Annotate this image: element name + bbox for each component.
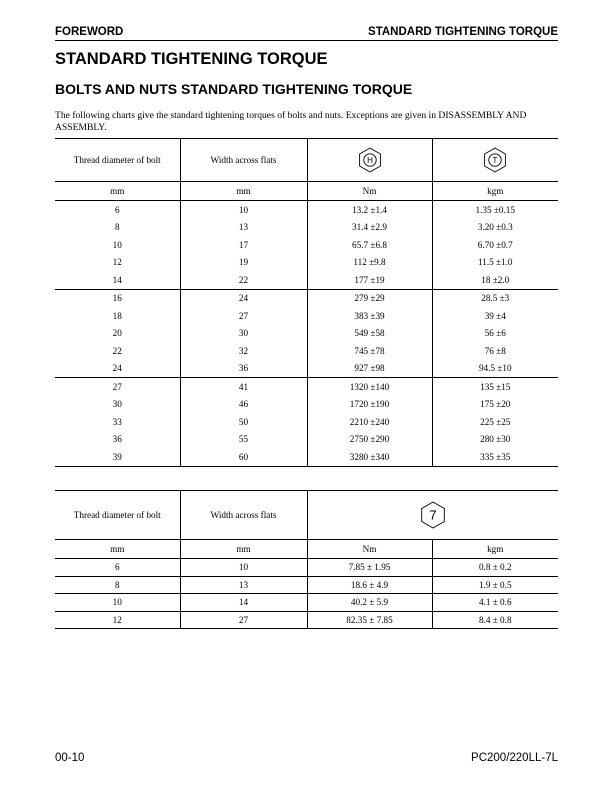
torque-table-1: [55, 138, 558, 467]
table-cell: 65.7 ±6.8: [307, 236, 432, 254]
table-row: [55, 342, 558, 360]
table-cell: 24: [180, 289, 307, 307]
unit-cell: mm: [55, 182, 180, 201]
hex-bolt-icon: [356, 146, 384, 174]
section-subtitle: BOLTS AND NUTS STANDARD TIGHTENING TORQUE: [55, 81, 413, 97]
hex-bolt-t-header: [432, 139, 558, 182]
table-row: [55, 431, 558, 449]
table-cell: 927 ±98: [307, 360, 432, 378]
table-row: [55, 360, 558, 378]
table-cell: 112 ±9.8: [307, 254, 432, 272]
thread-diameter-header: Thread diameter of bolt: [55, 139, 180, 182]
table-row: [55, 307, 558, 325]
table-cell: 10: [180, 201, 307, 219]
unit-cell: kgm: [432, 540, 558, 559]
table-header-row: [55, 491, 558, 540]
unit-cell: mm: [180, 182, 307, 201]
table-cell: 28.5 ±3: [432, 289, 558, 307]
table-row: [55, 611, 558, 629]
table-cell: 12: [55, 611, 180, 629]
bolt-grade-mark: 7: [429, 507, 437, 523]
table-cell: 17: [180, 236, 307, 254]
table-cell: 8: [55, 576, 180, 594]
table-row: [55, 448, 558, 466]
page-number: 00-10: [55, 752, 85, 764]
table-cell: 6.70 ±0.7: [432, 236, 558, 254]
table-row: [55, 378, 558, 396]
table-cell: 32: [180, 342, 307, 360]
table-cell: 4.1 ± 0.6: [432, 594, 558, 612]
table-row: [55, 236, 558, 254]
table-row: [55, 271, 558, 289]
table-cell: 46: [180, 396, 307, 414]
table-cell: 40.2 ± 5.9: [307, 594, 432, 612]
table-cell: 13.2 ±1.4: [307, 201, 432, 219]
table-row: [55, 201, 558, 219]
table-cell: 8: [114, 222, 120, 233]
intro-paragraph: The following charts give the standard tightening torques of bolts and nuts. Exceptions are given in DISASSEMBLY AND ASSEMBLY.: [55, 110, 527, 133]
width-across-flats-header: Width across flats: [180, 491, 307, 540]
table-cell: 279 ±29: [307, 289, 432, 307]
units-row: [55, 182, 558, 201]
table-cell: 14: [55, 271, 180, 289]
table-cell: 13: [180, 219, 307, 237]
table-cell: 33: [112, 416, 122, 427]
table-header-row: [55, 139, 558, 182]
table-cell: 1.9 ± 0.5: [432, 576, 558, 594]
table-cell: 6: [114, 204, 120, 215]
table-cell: 39 ±4: [432, 307, 558, 325]
table-cell: 383 ±39: [307, 307, 432, 325]
torque-table-1-body: [55, 201, 558, 467]
table-cell: 50: [180, 413, 307, 431]
table-cell: 7.85 ± 1.95: [307, 559, 432, 577]
table-cell: 76 ±8: [432, 342, 558, 360]
table-cell: 0.8 ± 0.2: [432, 559, 558, 577]
table-row: [55, 219, 558, 237]
table-cell: 135 ±15: [432, 378, 558, 396]
svg-text:T: T: [492, 156, 498, 165]
table-cell: 18 ±2.0: [432, 271, 558, 289]
table-cell: 55: [180, 431, 307, 449]
table-cell: 27: [180, 307, 307, 325]
model-number: PC200/220LL-7L: [471, 752, 558, 764]
table-row: [55, 396, 558, 414]
hex-bolt-header: [307, 139, 432, 182]
table-cell: 2210 ±240: [307, 413, 432, 431]
table-row: [55, 325, 558, 343]
torque-table-2: [55, 490, 558, 629]
table-cell: 13: [180, 576, 307, 594]
table-cell: 82.35 ± 7.85: [307, 611, 432, 629]
table-row: [55, 254, 558, 272]
table-cell: 39: [55, 448, 180, 466]
torque-table-2-body: [55, 559, 558, 629]
units-row: [55, 540, 558, 559]
table-cell: 22: [112, 345, 122, 356]
table-cell: 60: [180, 448, 307, 466]
page-header: [55, 26, 558, 41]
bolt-grade-header: [307, 491, 558, 540]
table-cell: 1320 ±140: [307, 378, 432, 396]
table-cell: 41: [180, 378, 307, 396]
table-cell: 175 ±20: [432, 396, 558, 414]
table-row: [55, 559, 558, 577]
table-cell: 19: [180, 254, 307, 272]
thread-diameter-header: Thread diameter of bolt: [55, 491, 180, 540]
table-row: [55, 594, 558, 612]
table-cell: 30: [112, 399, 122, 410]
table-cell: 30: [180, 325, 307, 343]
hex-bolt-t-icon: [481, 146, 509, 174]
table-cell: 56 ±6: [432, 325, 558, 343]
table-cell: 10: [180, 559, 307, 577]
table-cell: 18.6 ± 4.9: [307, 576, 432, 594]
table-row: [55, 289, 558, 307]
table-cell: 36: [112, 434, 122, 445]
table-cell: 3.20 ±0.3: [432, 219, 558, 237]
table-cell: 1720 ±190: [307, 396, 432, 414]
table-cell: 14: [180, 594, 307, 612]
unit-cell: Nm: [307, 182, 432, 201]
table-cell: 10: [55, 594, 180, 612]
svg-text:H: H: [366, 156, 373, 165]
table-cell: 1.35 ±0.15: [432, 201, 558, 219]
table-cell: 745 ±78: [307, 342, 432, 360]
table-cell: 24: [55, 360, 180, 378]
table-cell: 3280 ±340: [307, 448, 432, 466]
table-cell: 6: [55, 559, 180, 577]
table-row: [55, 576, 558, 594]
table-cell: 31.4 ±2.9: [307, 219, 432, 237]
header-section: FOREWORD: [55, 26, 124, 38]
table-cell: 27: [180, 611, 307, 629]
table-cell: 22: [180, 271, 307, 289]
table-cell: 10: [112, 239, 122, 250]
table-cell: 549 ±58: [307, 325, 432, 343]
table-cell: 18: [112, 310, 122, 321]
header-topic: STANDARD TIGHTENING TORQUE: [368, 26, 558, 38]
table-cell: 27: [112, 381, 122, 392]
unit-cell: kgm: [432, 182, 558, 201]
table-cell: 280 ±30: [432, 431, 558, 449]
hex-bolt-7-icon: [418, 500, 448, 530]
table-cell: 36: [180, 360, 307, 378]
table-cell: 8.4 ± 0.8: [432, 611, 558, 629]
table-cell: 225 ±25: [432, 413, 558, 431]
table-cell: 16: [112, 293, 122, 304]
page-title: STANDARD TIGHTENING TORQUE: [55, 50, 328, 68]
unit-cell: Nm: [307, 540, 432, 559]
table-cell: 20: [112, 328, 122, 339]
table-cell: 335 ±35: [432, 448, 558, 466]
table-row: [55, 413, 558, 431]
unit-cell: mm: [55, 540, 180, 559]
table-cell: 94.5 ±10: [432, 360, 558, 378]
table-cell: 11.5 ±1.0: [432, 254, 558, 272]
width-across-flats-header: Width across flats: [180, 139, 307, 182]
table-cell: 12: [112, 257, 122, 268]
table-cell: 2750 ±290: [307, 431, 432, 449]
unit-cell: mm: [180, 540, 307, 559]
table-cell: 177 ±19: [307, 271, 432, 289]
